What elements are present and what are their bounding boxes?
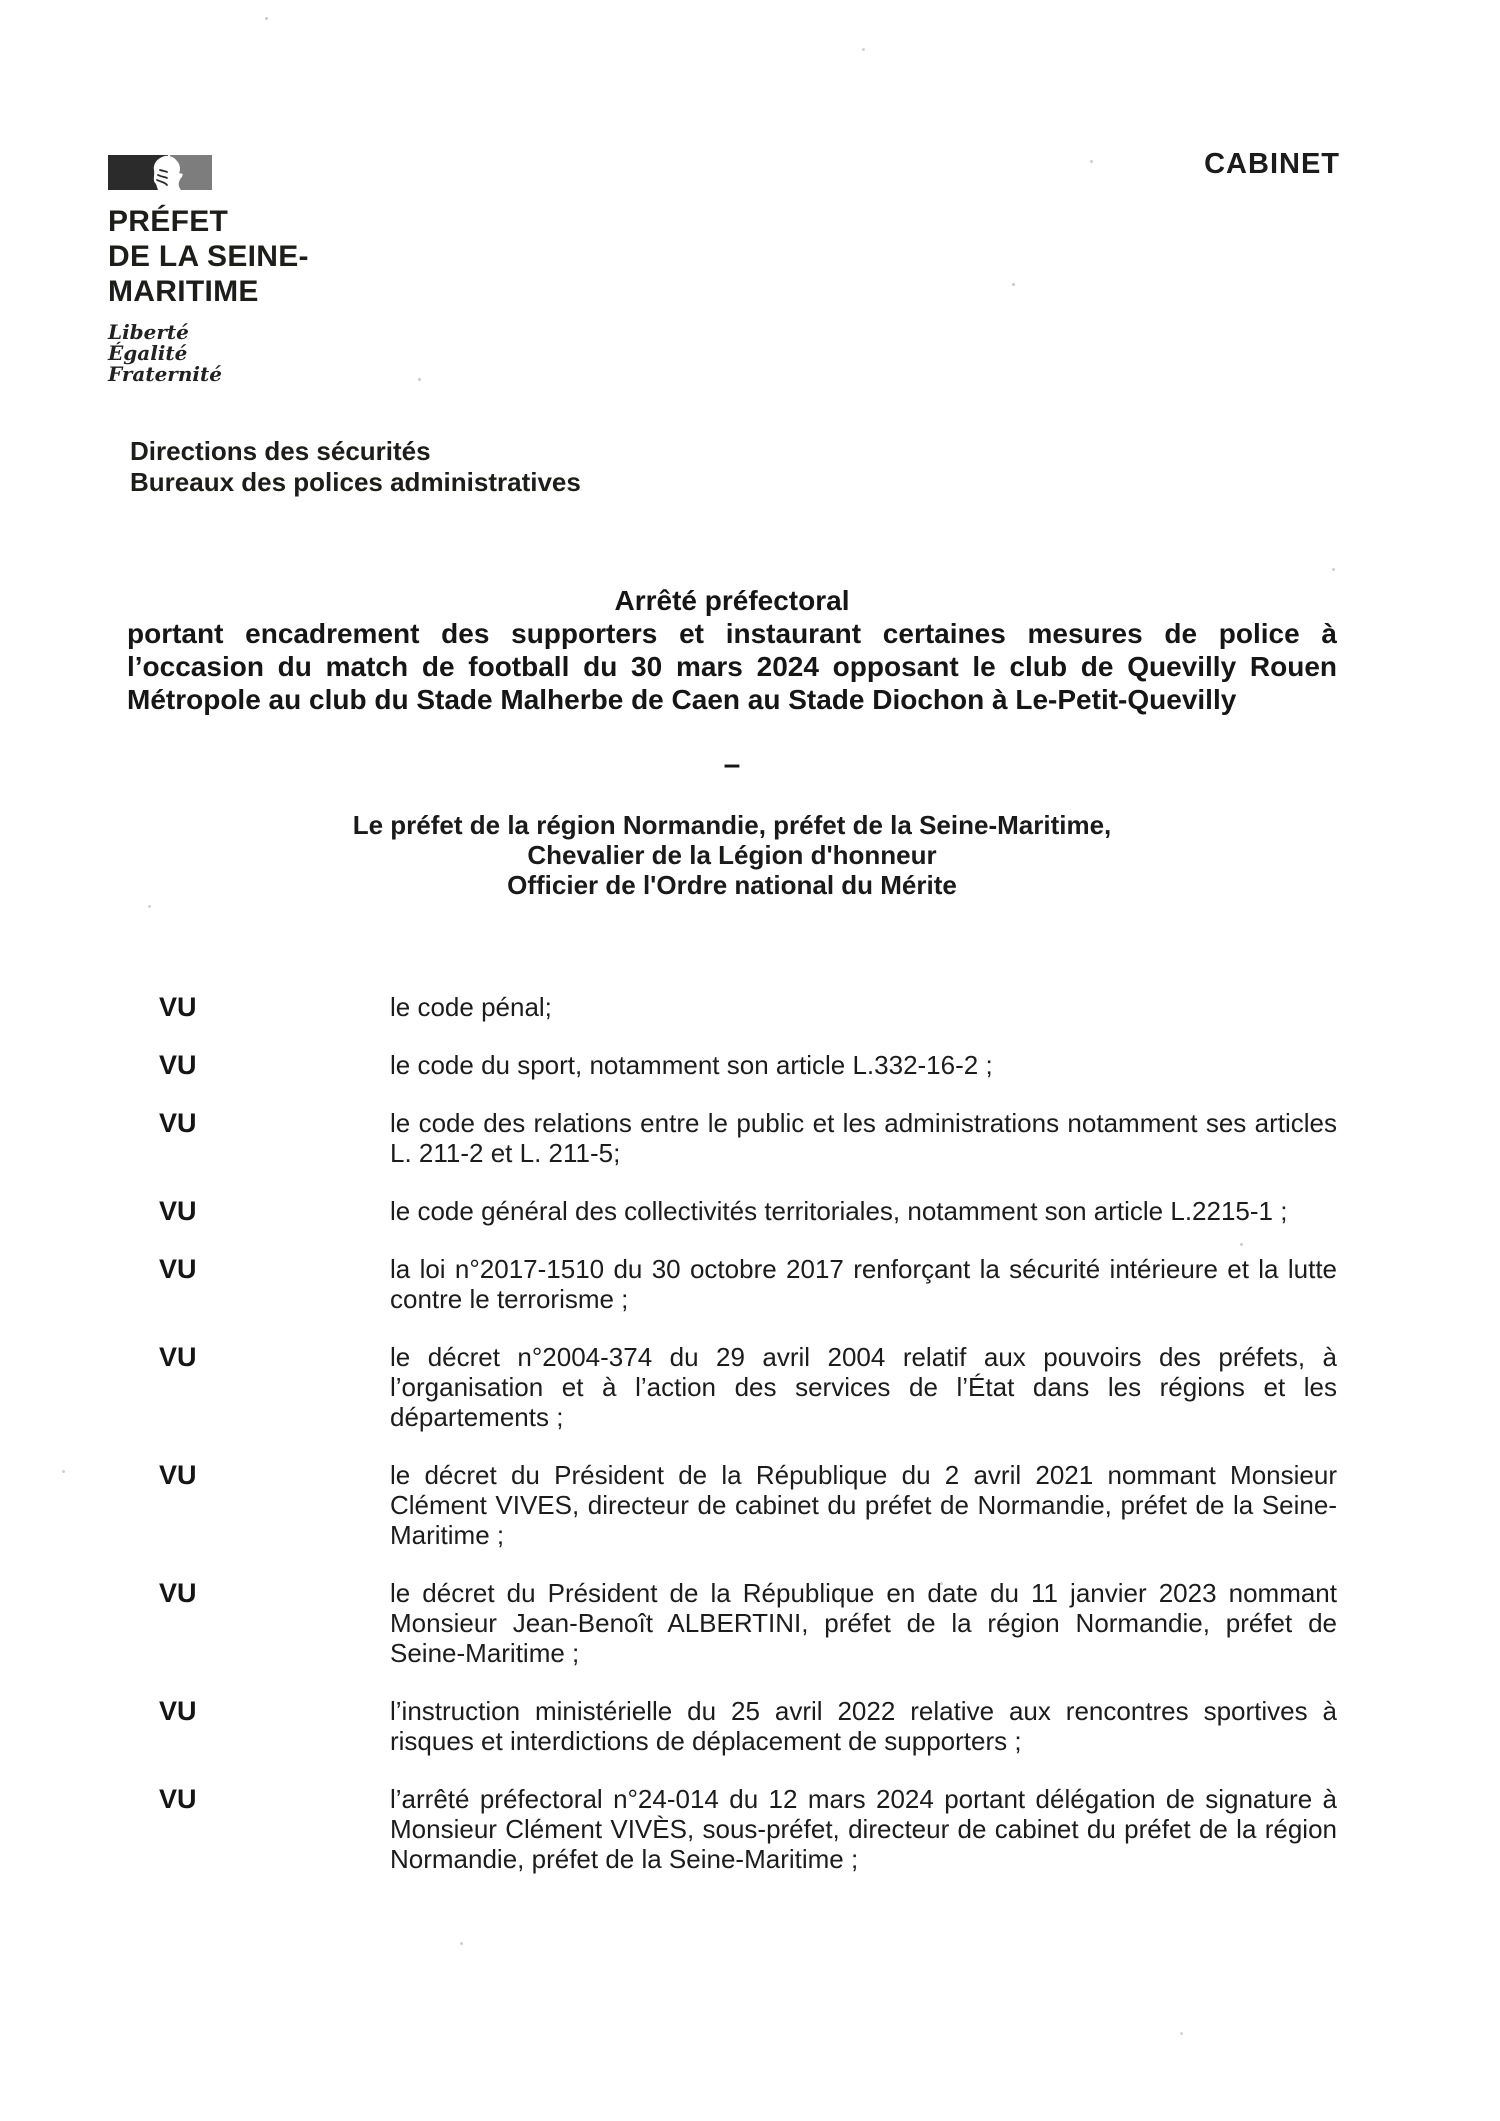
visa-text: l’arrêté préfectoral n°24-014 du 12 mars 2024 portant délégation de signature à Monsieur Clément VIVÈS, sous-préfet, directeur de cabinet du préfet de la région Normandie, préfet de la Seine-Maritime ; [390, 1784, 1337, 1874]
visa-item [159, 992, 1337, 1022]
visa-list [159, 992, 1337, 1902]
visa-label: VU [159, 1342, 197, 1372]
visa-item [159, 1784, 1337, 1874]
prefecture-name [108, 204, 309, 309]
visa-text: le décret n°2004-374 du 29 avril 2004 relatif aux pouvoirs des préfets, à l’organisation et à l’action des services de l’État dans les régions et les départements ; [390, 1342, 1337, 1432]
scan-noise [0, 0, 3, 3]
motto-line: Fraternité [108, 362, 222, 386]
authority-line: Chevalier de la Légion d'honneur [527, 840, 937, 870]
visa-text: la loi n°2017-1510 du 30 octobre 2017 renforçant la sécurité intérieure et la lutte contre le terrorisme ; [390, 1254, 1337, 1314]
visa-text: l’instruction ministérielle du 25 avril 2022 relative aux rencontres sportives à risques et interdictions de déplacement de supporters ; [390, 1696, 1337, 1756]
visa-text: le code général des collectivités territoriales, notamment son article L.2215-1 ; [390, 1196, 1288, 1226]
visa-text: le décret du Président de la République du 2 avril 2021 nommant Monsieur Clément VIVES, directeur de cabinet du préfet de Normandie, préfet de la Seine-Maritime ; [390, 1460, 1337, 1550]
visa-label: VU [159, 1784, 197, 1814]
visa-text: le décret du Président de la République en date du 11 janvier 2023 nommant Monsieur Jean-Benoît ALBERTINI, préfet de la région Normandie, préfet de Seine-Maritime ; [390, 1578, 1337, 1668]
visa-label: VU [159, 1050, 197, 1080]
visa-label: VU [159, 1460, 197, 1490]
cabinet-label: CABINET [1204, 148, 1340, 180]
visa-label: VU [159, 1578, 197, 1608]
visa-item [159, 1342, 1337, 1432]
decree-subject: portant encadrement des supporters et instaurant certaines mesures de police à l’occasion du match de football du 30 mars 2024 opposant le club de Quevilly Rouen Métropole au club du Stade Malherbe de Caen au Stade Diochon à Le-Petit-Quevilly [127, 618, 1337, 715]
issuing-service [130, 436, 581, 498]
visa-item [159, 1460, 1337, 1550]
visa-item [159, 1050, 1337, 1080]
prefecture-logo-block [108, 155, 309, 385]
visa-item [159, 1696, 1337, 1756]
decree-title-block [127, 584, 1337, 716]
section-separator: – [723, 748, 741, 781]
republic-motto [108, 322, 309, 385]
visa-label: VU [159, 1196, 197, 1226]
prefecture-name-line: PRÉFET [108, 205, 229, 238]
authority-line: Officier de l'Ordre national du Mérite [507, 870, 957, 900]
visa-label: VU [159, 992, 197, 1022]
service-line: Bureaux des polices administratives [130, 467, 581, 497]
prefecture-name-line: DE LA SEINE- [108, 240, 309, 273]
visa-text: le code des relations entre le public et les administrations notamment ses articles L. 211-2 et L. 211-5; [390, 1108, 1337, 1168]
french-republic-flag-icon [108, 155, 212, 190]
prefecture-name-line: MARITIME [108, 275, 259, 308]
motto-line: Égalité [108, 341, 188, 365]
visa-text: le code pénal; [390, 992, 552, 1022]
visa-label: VU [159, 1696, 197, 1726]
decree-heading: Arrêté préfectoral [614, 585, 850, 616]
motto-line: Liberté [108, 320, 189, 344]
visa-item [159, 1196, 1337, 1226]
visa-label: VU [159, 1254, 197, 1284]
visa-text: le code du sport, notamment son article L.332-16-2 ; [390, 1050, 993, 1080]
authority-block [127, 810, 1337, 900]
authority-line: Le préfet de la région Normandie, préfet de la Seine-Maritime, [352, 810, 1112, 840]
visa-item [159, 1108, 1337, 1168]
visa-label: VU [159, 1108, 197, 1138]
service-line: Directions des sécurités [130, 436, 431, 466]
visa-item [159, 1254, 1337, 1314]
visa-item [159, 1578, 1337, 1668]
